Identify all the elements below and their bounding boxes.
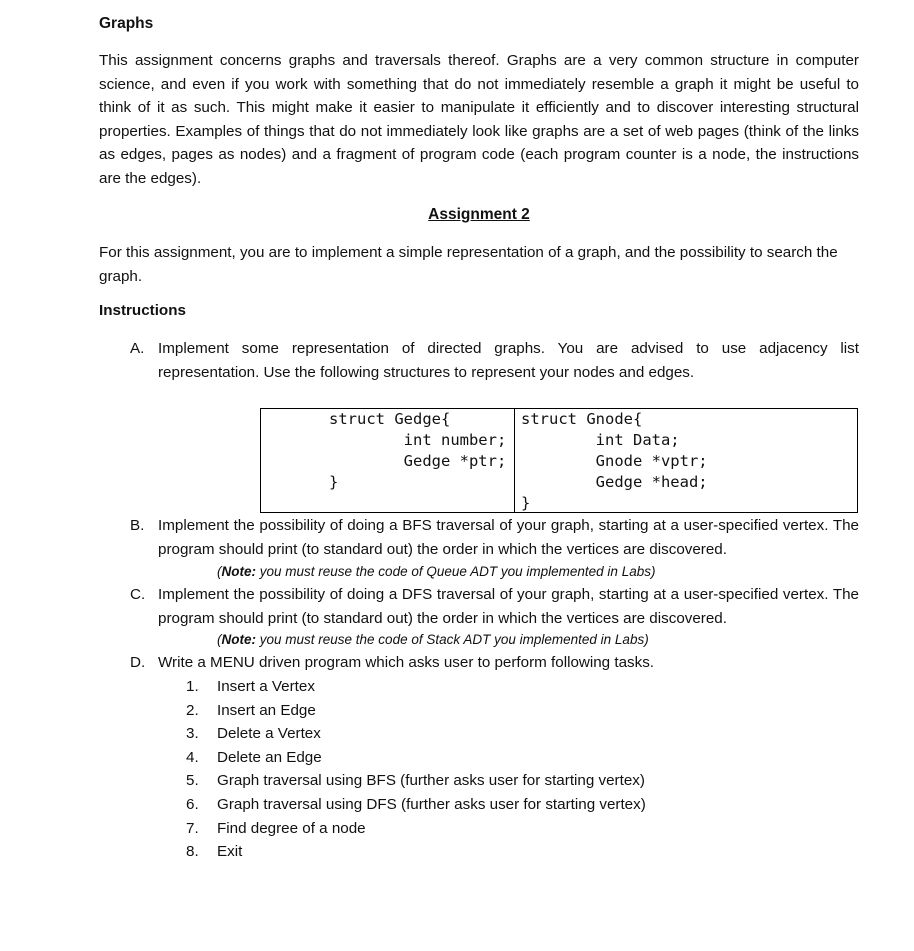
- instruction-item-b: [130, 514, 859, 561]
- list-item-label: Delete a Vertex: [217, 725, 321, 743]
- list-item-label: Graph traversal using DFS (further asks user for starting vertex): [217, 795, 646, 813]
- list-item-number: 2.: [186, 701, 199, 719]
- list-item-label: Insert an Edge: [217, 701, 316, 719]
- list-item-number: 1.: [186, 678, 199, 695]
- item-text: Write a MENU driven program which asks user to perform following tasks.: [158, 654, 655, 671]
- list-item-number: 5.: [186, 772, 199, 790]
- table-divider: [514, 409, 515, 513]
- note-label: Note:: [221, 632, 256, 647]
- list-item-label: Exit: [217, 843, 243, 861]
- item-text: Implement some representation of directed graphs. You are advised to use adjacency list representation. Use the following structures to represent your nodes and edges.: [158, 340, 859, 381]
- note-label: Note:: [221, 564, 256, 579]
- note-stack: (Note: you must reuse the code of Stack ADT you implemented in Labs): [217, 632, 649, 647]
- list-item-number: 7.: [186, 819, 199, 837]
- instruction-item-a: [130, 337, 859, 384]
- list-item: [186, 722, 646, 746]
- overview-paragraph: For this assignment, you are to implement a simple representation of a graph, and the possibility to search the graph.: [99, 244, 838, 285]
- list-item: [186, 793, 646, 817]
- list-item-number: 4.: [186, 748, 199, 766]
- list-item-number: 3.: [186, 725, 199, 743]
- instruction-item-c: [130, 583, 859, 630]
- menu-options-list: [186, 675, 646, 864]
- instruction-item-d: [130, 651, 859, 675]
- intro-paragraph: This assignment concerns graphs and traversals thereof. Graphs are a very common structure in computer science, and even if you work with something that do not immediately resemble a graph it might be useful to think of it as such. This might make it easier to manipulate it efficiently and to discover interesting structural properties. Examples of things that do not immediately look like graphs are a set of web pages (think of the links as edges, pages as nodes) and a fragment of program code (each program counter is a node, the instructions are the edges).: [99, 52, 859, 187]
- item-letter: A.: [130, 340, 145, 357]
- document-heading: Graphs: [99, 15, 154, 32]
- list-item: [186, 675, 646, 699]
- item-letter: B.: [130, 517, 145, 534]
- gedge-struct-code: struct Gedge{ int number; Gedge *ptr; }: [329, 410, 507, 491]
- item-text: Implement the possibility of doing a BFS traversal of your graph, starting at a user-specified vertex. The program should print (to standard out) the order in which the vertices are discovered.: [158, 517, 859, 558]
- list-item-label: Insert a Vertex: [217, 678, 315, 695]
- list-item: [186, 746, 646, 770]
- item-letter: C.: [130, 586, 146, 603]
- gnode-struct-code: struct Gnode{ int Data; Gnode *vptr; Gedge *head; }: [521, 410, 708, 512]
- note-text: you must reuse the code of Stack ADT you implemented in Labs: [256, 632, 645, 647]
- item-text: Implement the possibility of doing a DFS traversal of your graph, starting at a user-specified vertex. The program should print (to standard out) the order in which the vertices are discovered.: [158, 586, 859, 627]
- instructions-heading: Instructions: [99, 302, 186, 319]
- list-item-number: 6.: [186, 795, 199, 813]
- assignment-title-text: Assignment 2: [428, 206, 530, 223]
- list-item-label: Delete an Edge: [217, 748, 322, 766]
- list-item: [186, 817, 646, 841]
- list-item: [186, 699, 646, 723]
- list-item-number: 8.: [186, 843, 199, 861]
- assignment-title: [99, 206, 859, 224]
- note-queue: (Note: you must reuse the code of Queue ADT you implemented in Labs): [217, 564, 656, 579]
- item-letter: D.: [130, 654, 146, 671]
- list-item: [186, 840, 646, 864]
- list-item: [186, 769, 646, 793]
- list-item-label: Find degree of a node: [217, 819, 366, 837]
- note-text: you must reuse the code of Queue ADT you implemented in Labs: [256, 564, 651, 579]
- list-item-label: Graph traversal using BFS (further asks user for starting vertex): [217, 772, 645, 790]
